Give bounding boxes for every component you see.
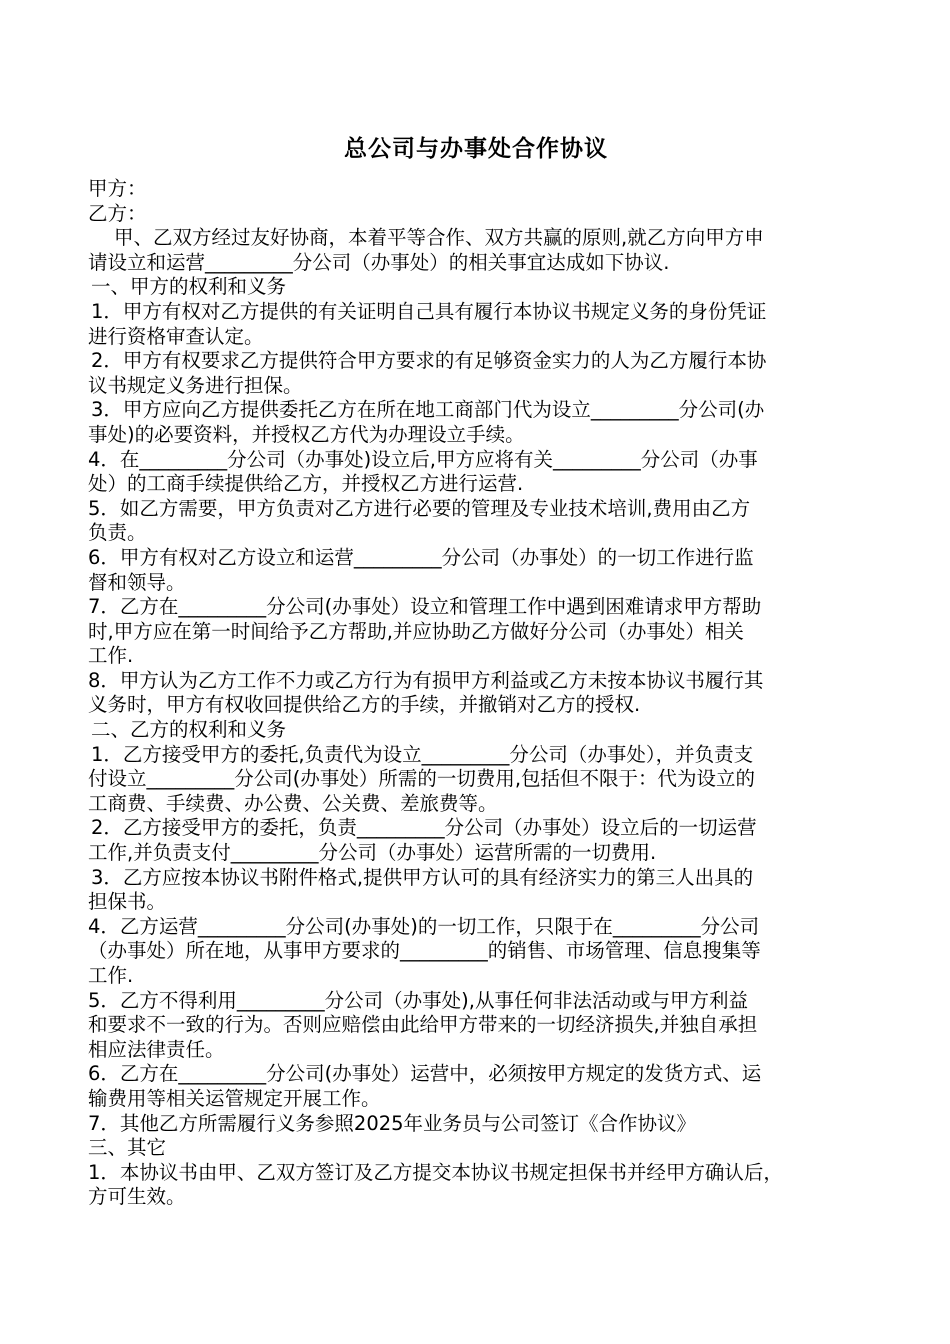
- clause-line: 2．甲方有权要求乙方提供符合甲方要求的有足够资金实力的人为乙方履行本协: [91, 349, 767, 373]
- party-a-line: 甲方：: [88, 177, 147, 200]
- clause-line: 义务时，甲方有权收回提供给乙方的手续，并撤销对乙方的授权.: [88, 693, 641, 717]
- clause-line: 付设立_________分公司(办事处）所需的一切费用,包括但不限于：代为设立的: [88, 767, 756, 791]
- clause-line: 5．乙方不得利用_________分公司（办事处),从事任何非法活动或与甲方利益: [88, 988, 748, 1012]
- clause-line: 1．乙方接受甲方的委托,负责代为设立_________分公司（办事处），并负责支: [91, 742, 754, 766]
- clause-line: 方可生效。: [88, 1185, 186, 1209]
- clause-line: 相应法律责任。: [88, 1037, 225, 1061]
- clause-line: 1．本协议书由甲、乙双方签订及乙方提交本协议书规定担保书并经甲方确认后，: [88, 1160, 783, 1184]
- clause-line: 6．乙方在_________分公司(办事处）运营中，必须按甲方规定的发货方式、运: [88, 1062, 762, 1086]
- preamble-line: 甲、乙双方经过友好协商，本着平等合作、双方共赢的原则,就乙方向甲方申: [114, 226, 764, 250]
- clause-line: 6．甲方有权对乙方设立和运营_________分公司（办事处）的一切工作进行监: [88, 545, 754, 569]
- clause-line: 工作,并负责支付_________分公司（办事处）运营所需的一切费用.: [88, 841, 657, 865]
- clause-line: 5．如乙方需要，甲方负责对乙方进行必要的管理及专业技术培训,费用由乙方: [88, 496, 751, 520]
- party-b-line: 乙方：: [88, 201, 147, 225]
- document-title: 总公司与办事处合作协议: [344, 136, 608, 162]
- clause-line: 8．甲方认为乙方工作不力或乙方行为有损甲方利益或乙方未按本协议书履行其: [88, 668, 764, 692]
- preamble-line: 请设立和运营_________分公司（办事处）的相关事宜达成如下协议.: [88, 250, 670, 274]
- clause-line: 时,甲方应在第一时间给予乙方帮助,并应协助乙方做好分公司（办事处）相关: [88, 619, 744, 643]
- clause-line: 督和领导。: [88, 570, 186, 594]
- clause-line: 4．乙方运营_________分公司(办事处)的一切工作，只限于在_________分公司: [88, 914, 760, 938]
- clause-line: 3．乙方应按本协议书附件格式,提供甲方认可的具有经济实力的第三人出具的: [91, 865, 754, 889]
- clause-line: 工作.: [88, 644, 134, 668]
- clause-line: 输费用等相关运管规定开展工作。: [88, 1086, 381, 1110]
- clause-line: 工作.: [88, 964, 134, 987]
- clause-line: 担保书。: [88, 890, 167, 914]
- clause-line: 进行资格审查认定。: [88, 324, 264, 348]
- clause-line: 1．甲方有权对乙方提供的有关证明自己具有履行本协议书规定义务的身份凭证: [91, 299, 767, 323]
- clause-line: 事处)的必要资料，并授权乙方代为办理设立手续。: [88, 422, 525, 446]
- section-heading: 二、乙方的权利和义务: [91, 718, 287, 742]
- section-heading: 一、甲方的权利和义务: [91, 275, 287, 299]
- clause-line: 处）的工商手续提供给乙方，并授权乙方进行运营.: [88, 472, 524, 496]
- clause-line: 议书规定义务进行担保。: [88, 373, 303, 397]
- clause-line: 和要求不一致的行为。否则应赔偿由此给甲方带来的一切经济损失,并独自承担: [88, 1013, 758, 1037]
- clause-line: （办事处）所在地，从事甲方要求的_________的销售、市场管理、信息搜集等: [88, 939, 761, 963]
- clause-line: 7．乙方在_________分公司(办事处）设立和管理工作中遇到困难请求甲方帮助: [88, 595, 762, 619]
- clause-line: 工商费、手续费、办公费、公关费、差旅费等。: [88, 791, 498, 815]
- section-heading: 三、其它: [88, 1136, 167, 1160]
- clause-line: 4．在_________分公司（办事处)设立后,甲方应将有关_________分公司（办事: [88, 447, 758, 471]
- clause-line: 2．乙方接受甲方的委托，负责_________分公司（办事处）设立后的一切运营: [91, 816, 757, 840]
- clause-line: 3．甲方应向乙方提供委托乙方在所在地工商部门代为设立_________分公司(办: [91, 398, 765, 422]
- clause-line: 负责。: [88, 521, 147, 545]
- clause-line: 7．其他乙方所需履行义务参照2025年业务员与公司签订《合作协议》: [88, 1111, 697, 1135]
